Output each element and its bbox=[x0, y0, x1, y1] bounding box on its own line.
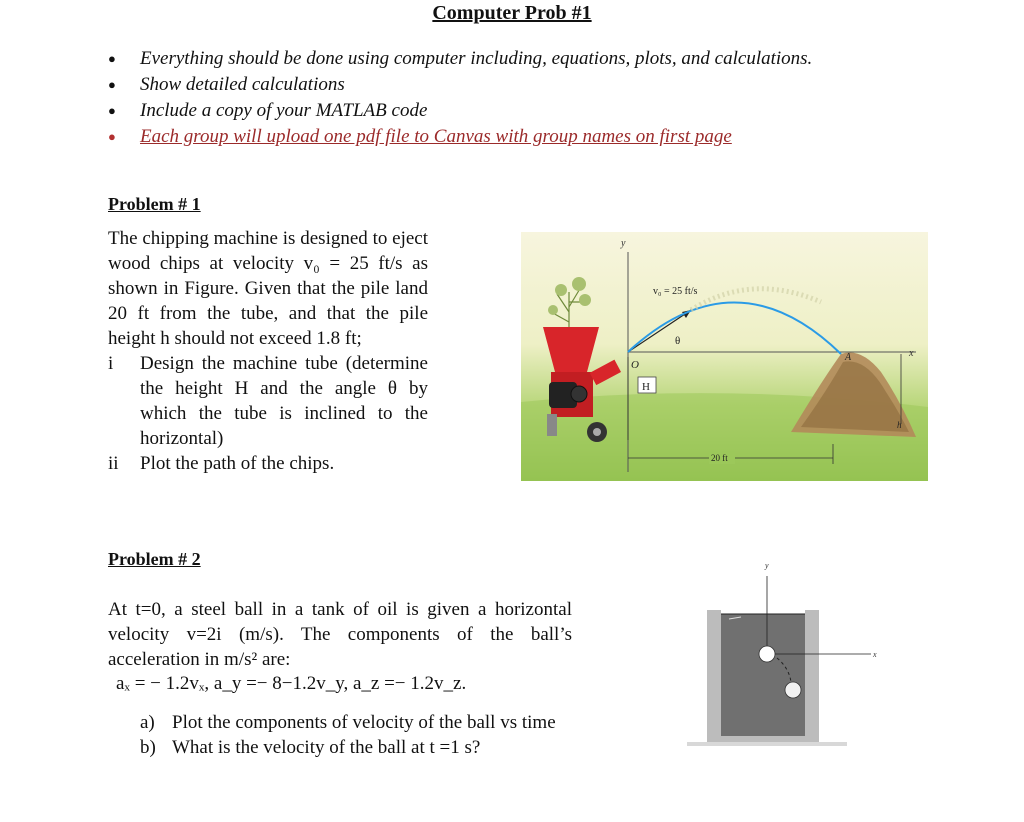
page-title: Computer Prob #1 bbox=[432, 2, 592, 24]
instruction-item: ● Include a copy of your MATLAB code bbox=[108, 98, 812, 124]
tank-y-label: y bbox=[765, 561, 769, 570]
ball-initial bbox=[759, 646, 775, 662]
ball-final bbox=[785, 682, 801, 698]
instruction-item: ● Show detailed calculations bbox=[108, 72, 812, 98]
oil-tank-figure bbox=[683, 556, 883, 756]
point-A-label: A bbox=[845, 352, 852, 363]
distance-label: 20 ft bbox=[711, 453, 728, 463]
oil bbox=[721, 614, 805, 736]
velocity-label: v₀ = 25 ft/s bbox=[653, 286, 698, 297]
problem1-heading: Problem # 1 bbox=[108, 194, 201, 214]
chipper-figure bbox=[521, 232, 928, 481]
item-number: i bbox=[108, 353, 114, 374]
item-number: b) bbox=[140, 737, 156, 758]
problem1-intro: The chipping machine is designed to eject wood chips at velocity v₀ = 25 ft/s as shown in Figure. Given that the pile land 20 ft from the tube, and that the pile height h should not exceed 1.8 ft; bbox=[108, 228, 428, 349]
problem2-intro: At t=0, a steel ball in a tank of oil is given a horizontal velocity v=2i (m/s). The components of the ball’s acceleration in m/s² are: bbox=[108, 599, 572, 670]
item-text: Design the machine tube (determine the height H and the angle θ by which the tube is inclined to the horizontal) bbox=[140, 353, 428, 449]
instruction-link[interactable]: ● Each group will upload one pdf file to Canvas with group names on first page bbox=[108, 124, 812, 150]
problem2-item bbox=[140, 735, 572, 760]
problem2-heading: Problem # 2 bbox=[108, 549, 201, 569]
item-text: What is the velocity of the ball at t =1 s? bbox=[172, 737, 481, 758]
instruction-item: ● Everything should be done using computer including, equations, plots, and calculations. bbox=[108, 46, 812, 72]
theta-label: θ bbox=[675, 335, 681, 347]
pile-height-label: h bbox=[897, 420, 902, 430]
origin-label: O bbox=[631, 359, 639, 371]
height-H-label: H bbox=[642, 381, 650, 393]
tank-x-label: x bbox=[873, 650, 877, 659]
item-number: a) bbox=[140, 712, 155, 733]
y-axis-label: y bbox=[621, 238, 626, 249]
x-axis-label: x bbox=[909, 348, 914, 359]
problem1-item bbox=[108, 451, 428, 476]
tank-left-wall bbox=[707, 610, 721, 742]
tank-right-wall bbox=[805, 610, 819, 742]
item-number: ii bbox=[108, 453, 119, 474]
item-text: Plot the path of the chips. bbox=[140, 453, 335, 474]
problem1-text bbox=[108, 226, 428, 476]
problem2-items bbox=[140, 710, 572, 760]
item-text: Plot the components of velocity of the ball vs time bbox=[172, 712, 556, 733]
acceleration-equation: aₓ = − 1.2vₓ, a_y =− 8−1.2v_y, a_z =− 1.2v_z. bbox=[116, 673, 467, 694]
problem1-item bbox=[108, 351, 428, 451]
problem2-item bbox=[140, 710, 572, 735]
instructions-list bbox=[108, 46, 812, 150]
